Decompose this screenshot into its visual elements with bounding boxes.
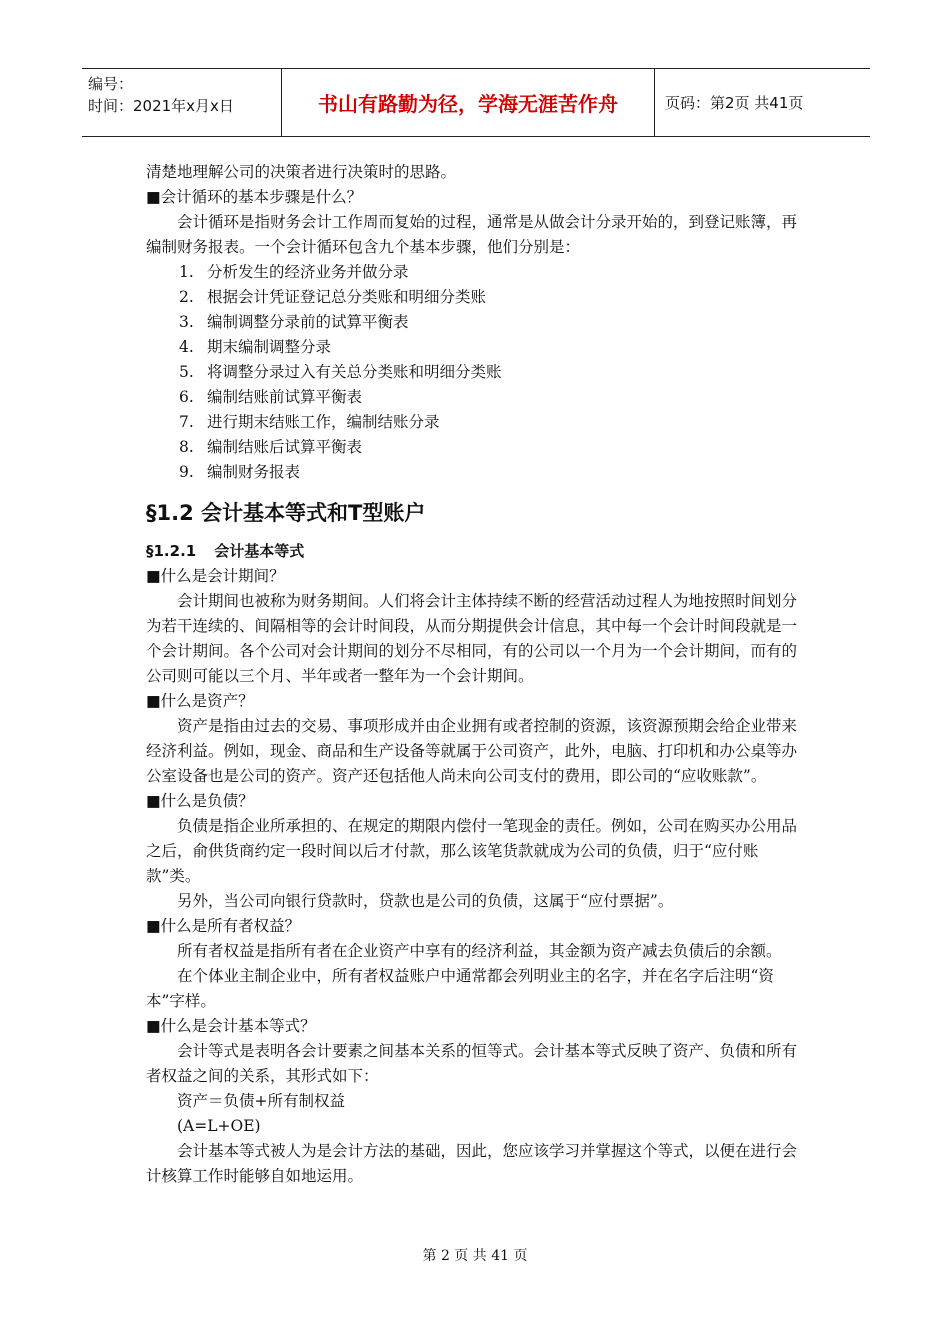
list-item: 3. 编制调整分录前的试算平衡表 — [179, 313, 409, 331]
equation-formula-abbr: (A=L+OE) — [177, 1117, 261, 1135]
header-date-label: 时间：2021年x月x日 — [88, 97, 234, 115]
question-asset: ■什么是资产？ — [146, 692, 254, 710]
list-item: 9. 编制财务报表 — [179, 463, 301, 481]
intro-line: 清楚地理解公司的决策者进行决策时的思路。 — [146, 163, 457, 181]
list-item: 1. 分析发生的经济业务并做分录 — [179, 263, 409, 281]
header-page-info: 页码：第2页 共41页 — [665, 94, 804, 112]
question-equity: ■什么是所有者权益？ — [146, 917, 301, 935]
question-period: ■什么是会计期间？ — [146, 567, 285, 585]
liability-paragraph-2: 另外，当公司向银行贷款时，贷款也是公司的负债，这属于“应付票据”。 — [177, 892, 674, 910]
header-meta — [82, 69, 282, 136]
document-body — [146, 160, 808, 1189]
subsection-title: 会计基本等式 — [214, 542, 305, 560]
liability-paragraph-1: 负债是指企业所承担的、在规定的期限内偿付一笔现金的责任。例如，公司在购买办公用品之后，俞供货商约定一段时间以后才付款，那么该笔货款就成为公司的负债，归于“应付账款”类。 — [146, 817, 798, 885]
list-item: 8. 编制结账后试算平衡表 — [179, 438, 363, 456]
equation-paragraph: 会计等式是表明各会计要素之间基本关系的恒等式。会计基本等式反映了资产、负债和所有者权益之间的关系，其形式如下： — [146, 1042, 798, 1085]
list-item: 4. 期末编制调整分录 — [179, 338, 332, 356]
closing-paragraph: 会计基本等式被人为是会计方法的基础，因此，您应该学习并掌握这个等式，以便在进行会计核算工作时能够自如地运用。 — [146, 1142, 798, 1185]
equity-paragraph-2: 在个体业主制企业中，所有者权益账户中通常都会列明业主的名字，并在名字后注明“资本”字样。 — [146, 967, 774, 1010]
equity-paragraph-1: 所有者权益是指所有者在企业资产中享有的经济利益，其金额为资产减去负债后的余额。 — [177, 942, 782, 960]
list-item: 2. 根据会计凭证登记总分类账和明细分类账 — [179, 288, 487, 306]
cycle-paragraph: 会计循环是指财务会计工作周而复始的过程，通常是从做会计分录开始的，到登记账簿，再编制财务报表。一个会计循环包含九个基本步骤，他们分别是： — [146, 213, 798, 256]
subsection-heading — [146, 539, 808, 564]
question-liability: ■什么是负债？ — [146, 792, 254, 810]
section-title: §1.2 会计基本等式和T型账户 — [146, 501, 426, 525]
page-header — [82, 68, 870, 137]
list-item: 7. 进行期末结账工作，编制结账分录 — [179, 413, 440, 431]
question-cycle: ■会计循环的基本步骤是什么？ — [146, 188, 363, 206]
list-item: 6. 编制结账前试算平衡表 — [179, 388, 363, 406]
equation-formula-cn: 资产＝负债+所有制权益 — [177, 1092, 345, 1110]
header-motto: 书山有路勤为径，学海无涯苦作舟 — [282, 69, 655, 136]
page-footer: 第 2 页 共 41 页 — [422, 1248, 528, 1264]
asset-paragraph: 资产是指由过去的交易、事项形成并由企业拥有或者控制的资源，该资源预期会给企业带来经济利益。例如，现金、商品和生产设备等就属于公司资产，此外，电脑、打印机和办公桌等办公室设备也是公司的资产。资产还包括他人尚未向公司支付的费用，即公司的“应收账款”。 — [146, 717, 798, 785]
header-code-label: 编号： — [88, 75, 134, 93]
list-item: 5. 将调整分录过入有关总分类账和明细分类账 — [179, 363, 502, 381]
cycle-steps-list — [146, 260, 808, 485]
question-equation: ■什么是会计基本等式？ — [146, 1017, 316, 1035]
subsection-number: §1.2.1 — [146, 542, 197, 560]
period-paragraph: 会计期间也被称为财务期间。人们将会计主体持续不断的经营活动过程人为地按照时间划分为若干连续的、间隔相等的会计时间段，从而分期提供会计信息，其中每一个会计时间段就是一个会计期间。各个公司对会计期间的划分不尽相同，有的公司以一个月为一个会计期间，而有的公司则可能以三个月、半年或者一整年为一个会计期间。 — [146, 592, 798, 685]
